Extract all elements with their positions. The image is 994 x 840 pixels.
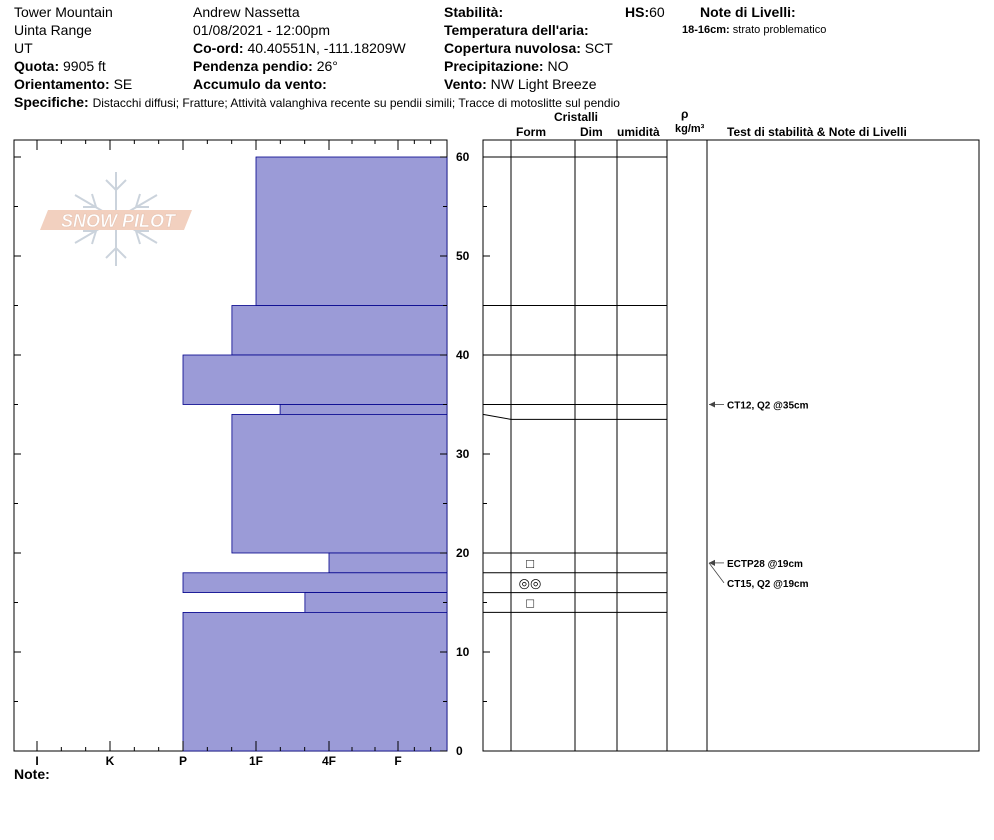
snowpilot-logo (40, 172, 192, 266)
elevation-value: 9905 ft (63, 58, 106, 74)
moisture-header: umidità (617, 125, 660, 139)
specifics-label: Specifiche: (14, 94, 89, 110)
layer-notes-label: Note di Livelli: (700, 4, 796, 20)
stability-label: Stabilità: (444, 4, 504, 20)
test-arrow-head (709, 402, 715, 408)
crystal-form-symbol: □ (526, 555, 534, 571)
stability-tests (709, 401, 809, 590)
range: Uinta Range (14, 22, 92, 38)
hardness-tick-label: F (394, 754, 402, 768)
test-label: ECTP28 @19cm (727, 558, 803, 570)
hardness-bar (232, 414, 447, 553)
wind-value: NW Light Breeze (490, 76, 597, 92)
crystal-form-symbol: ◎◎ (518, 575, 542, 591)
elevation-label: Quota: (14, 58, 60, 74)
hardness-bar (183, 355, 447, 405)
precip-value: NO (547, 58, 569, 74)
test-label: CT12, Q2 @35cm (727, 400, 809, 412)
wind-loading-label: Accumulo da vento: (193, 76, 327, 92)
layer-connector (483, 414, 511, 419)
specifics-value: Distacchi diffusi; Fratture; Attività valanghiva recente su pendii simili; Tracce di motoslitte sul pendio (92, 96, 620, 110)
air-temp-label: Temperatura dell'aria: (444, 22, 589, 38)
coords-value: 40.40551N, -111.18209W (247, 40, 406, 56)
form-header: Form (516, 125, 546, 139)
test-arrow-line (709, 563, 724, 583)
hardness-bars (183, 157, 447, 751)
hardness-bar (305, 593, 447, 613)
hardness-bar (183, 573, 447, 593)
notes-label: Note: (14, 766, 50, 782)
test-arrow (709, 560, 724, 583)
hardness-tick-label: 4F (321, 754, 337, 768)
depth-tick-label: 10 (456, 645, 470, 659)
sky-value: SCT (584, 40, 613, 56)
hardness-tick-label: K (105, 754, 115, 768)
state: UT (14, 40, 33, 56)
aspect-value: SE (113, 76, 133, 92)
hs-label: HS: (625, 4, 650, 20)
crystals-header: Cristalli (554, 110, 599, 124)
sky-label: Copertura nuvolosa: (444, 40, 581, 56)
observer: Andrew Nassetta (193, 4, 300, 20)
wind-label: Vento: (444, 76, 487, 92)
hardness-tick-label: 1F (248, 754, 264, 768)
aspect-label: Orientamento: (14, 76, 110, 92)
precip-label: Precipitazione: (444, 58, 544, 74)
depth-tick-label: 30 (456, 447, 470, 461)
location: Tower Mountain (14, 4, 113, 20)
density-symbol: ρ (681, 107, 689, 121)
crystal-form-symbol: □ (526, 595, 534, 611)
logo-text: SNOW PILOT (61, 211, 175, 231)
test-arrow (709, 402, 724, 408)
hardness-tick-label: I (35, 754, 39, 768)
crystal-forms (519, 556, 542, 611)
datetime: 01/08/2021 - 12:00pm (193, 22, 330, 38)
layer-note-text: strato problematico (732, 24, 827, 36)
depth-tick-label: 20 (456, 546, 470, 560)
hardness-bar (280, 405, 447, 415)
depth-tick-label: 0 (456, 744, 463, 758)
hardness-tick-label: P (178, 754, 188, 768)
test-label: CT15, Q2 @19cm (727, 578, 809, 590)
layer-note-depth: 18-16cm: (682, 24, 730, 36)
depth-tick-label: 50 (456, 249, 470, 263)
size-header: Dim (580, 125, 603, 139)
slope-label: Pendenza pendio: (193, 58, 313, 74)
hardness-bar (329, 553, 447, 573)
density-unit: kg/m³ (675, 123, 705, 135)
hs-value: 60 (649, 4, 665, 20)
test-arrow-head (709, 560, 715, 566)
depth-tick-label: 40 (456, 348, 470, 362)
hardness-bar (183, 612, 447, 751)
layers-table-frame (483, 140, 979, 751)
tests-header: Test di stabilità & Note di Livelli (727, 125, 907, 139)
depth-tick-label: 60 (456, 150, 470, 164)
slope-value: 26° (316, 58, 338, 74)
hardness-bar (256, 157, 447, 306)
coords-label: Co-ord: (193, 40, 244, 56)
hardness-bar (232, 306, 447, 356)
